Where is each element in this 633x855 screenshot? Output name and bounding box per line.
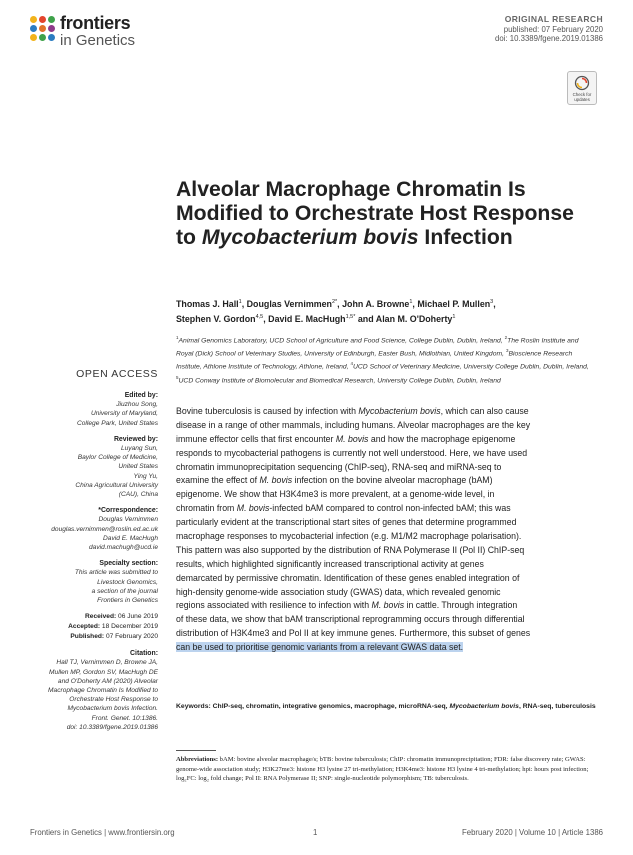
abstract-line — [176, 488, 603, 502]
abstract-italic: M. bovis — [371, 600, 405, 611]
abstract-text: , which can also cause — [440, 406, 529, 416]
logo-dot — [48, 25, 55, 32]
abstract-text: epigenome. We show that H3K4me3 is more prevalent, at a genome-wide level, in — [176, 489, 495, 500]
page-number: 1 — [313, 828, 318, 837]
date-label: Received: — [85, 613, 117, 621]
abstract-text: and how the macrophage epigenome — [368, 433, 516, 444]
author-affiliation-sup: 4,5 — [255, 313, 264, 320]
citation — [30, 649, 158, 732]
published-date: published: 07 February 2020 — [503, 24, 603, 34]
author-separator: , — [412, 298, 415, 309]
abstract-text: infection on the bovine alveolar macrophage (bAM) — [292, 475, 493, 486]
date-value: 07 February 2020 — [105, 633, 158, 641]
abstract-text: chromatin immunoprecipitation sequencing (ChIP-seq), RNA-seq and miRNA-seq to — [176, 461, 502, 472]
title-part-2: Infection — [418, 226, 513, 249]
author-affiliation-sup: 1 — [409, 299, 413, 305]
citation-line: doi: 10.3389/fgene.2019.01386 — [66, 723, 158, 731]
reviewer-line: China Agricultural University — [75, 481, 158, 489]
author-separator: , — [493, 298, 496, 309]
abstract-line — [176, 433, 603, 447]
citation-line: Mycobacterium bovis Infection. — [67, 705, 158, 713]
author-name[interactable]: David E. MacHugh — [268, 313, 346, 324]
abstract-line — [176, 544, 603, 558]
check-updates-icon — [574, 75, 590, 91]
author-affiliation-sup: 2* — [331, 299, 338, 305]
keywords-text-1: ChIP-seq, chromatin, integrative genomics, macrophage, microRNA-seq, — [212, 703, 450, 710]
author-separator: , — [337, 298, 340, 309]
abstract-text: immune effector cells that first encounter — [176, 433, 336, 444]
editor-line: College Park, United States — [77, 419, 158, 427]
logo-dot — [48, 34, 55, 41]
specialty-section — [30, 559, 158, 605]
keywords-text-2: , RNA-seq, tuberculosis — [518, 703, 596, 710]
date-value: 18 December 2019 — [101, 623, 158, 631]
logo-brand: frontiers — [60, 13, 131, 33]
abstract-line — [176, 599, 603, 613]
check-for-updates-button[interactable] — [567, 71, 597, 105]
correspondence-email[interactable]: david.machugh@ucd.ie — [88, 544, 158, 552]
abstract-text: can be used to prioritise genomic variants from a relevant GWAS data set. — [176, 642, 464, 653]
reviewer-line: Baylor College of Medicine, — [77, 454, 158, 462]
abstract-text: -infected bAM compared to control non-infected bAM; this was — [269, 503, 511, 514]
logo-dot — [39, 25, 46, 32]
editor-line: University of Maryland, — [90, 410, 158, 418]
author-separator: , — [241, 298, 245, 309]
affiliation-text: UCD School of Veterinary Medicine, University College Dublin, Dublin, Ireland, — [352, 363, 589, 371]
author-affiliation-sup: 1 — [452, 313, 456, 320]
affiliation-sup: 3 — [505, 348, 509, 354]
abstract-line — [176, 405, 603, 419]
logo-dot — [48, 16, 55, 23]
abstract-text: high-density genome-wide association study (GWAS) data, which revealed genomic — [176, 586, 501, 597]
abstract-text: results, which highlighted significantly increased transcriptional activity at genes — [176, 558, 484, 569]
correspondence-name: Douglas Vernimmen — [98, 516, 158, 524]
date-row — [30, 632, 158, 642]
abstract-text: distribution of H3K4me3 and Pol II at key immune genes. Furthermore, this subset of genes — [176, 628, 531, 639]
author-list — [176, 296, 606, 326]
abstract-italic: M. bovis — [259, 475, 293, 486]
abstract-text: examine the effect of — [176, 475, 260, 486]
keywords-label: Keywords: — [176, 703, 213, 710]
abstract-line — [176, 613, 603, 627]
logo-dot — [30, 34, 37, 41]
abstract-line — [176, 572, 603, 586]
abstract — [176, 405, 603, 655]
date-value: 06 June 2019 — [118, 613, 158, 621]
specialty-line: Livestock Genomics, — [97, 578, 158, 586]
abbreviations-label: Abbreviations: — [176, 756, 219, 763]
author-name[interactable]: Thomas J. Hall — [176, 298, 239, 309]
article-title — [176, 178, 576, 250]
citation-line: Hall TJ, Vernimmen D, Browne JA, — [56, 659, 158, 667]
affiliations — [176, 333, 596, 386]
correspondence-name: David E. MacHugh — [103, 534, 158, 542]
author-name[interactable]: Douglas Vernimmen — [246, 298, 332, 309]
abstract-line — [176, 502, 603, 516]
date-label: Published: — [70, 633, 105, 641]
title-italic: Mycobacterium bovis — [201, 226, 419, 249]
specialty-line: Frontiers in Genetics — [97, 597, 158, 605]
journal-logo[interactable] — [30, 14, 135, 48]
affiliation-sup: 5 — [176, 374, 179, 380]
abstract-text: chromatin from — [176, 503, 237, 514]
keywords — [176, 702, 606, 713]
citation-line: Front. Genet. 10:1386. — [91, 714, 158, 722]
abstract-text: in cattle. Through integration — [404, 600, 518, 611]
specialty-line: a section of the journal — [91, 587, 158, 595]
affiliation-sup: 4 — [350, 361, 353, 367]
author-name[interactable]: Alan M. O'Doherty — [375, 313, 453, 324]
article-info-sidebar — [30, 391, 158, 739]
abbreviations-text: bAM: bovine alveolar macrophage/s; bTB: bovine tuberculosis; ChIP: chromatin immunoprecipitation; FDR: false discovery rate; GWAS: genome-wide association study; H3K27me3: histone H3 lysine 27 tri-methylation; H3K4me3: histone H3 lysine 4 tri-methylation; hpi: hours post infection; log₂FC: log₂ fold change; Pol II: RNA Polymerase II; SNP: single-nucleotide polymorphism; TB: tuberculosis. — [176, 756, 589, 783]
abstract-line — [176, 586, 603, 600]
author-affiliation-sup: 1,5* — [345, 313, 356, 320]
reviewer-line: United States — [118, 463, 158, 471]
author-separator: , — [263, 313, 266, 324]
logo-dot — [30, 16, 37, 23]
abstract-italic: M. bovis — [335, 433, 369, 444]
specialty-label: Specialty section: — [99, 560, 158, 568]
abstract-line — [176, 641, 603, 655]
abstract-italic: M. bovis — [236, 503, 270, 514]
reviewer-line: Ying Yu, — [133, 472, 158, 480]
footnote-rule — [176, 750, 216, 751]
reviewed-by-label: Reviewed by: — [113, 435, 158, 443]
correspondence — [30, 506, 158, 552]
author-affiliation-sup: 1 — [238, 299, 242, 305]
doi-link[interactable]: doi: 10.3389/fgene.2019.01386 — [495, 34, 603, 44]
citation-label: Citation: — [130, 650, 158, 658]
logo-dot — [39, 16, 46, 23]
abstract-text: particularly evident at the transcriptional start sites of genes that determine programmed — [176, 517, 517, 528]
abstract-line — [176, 461, 603, 475]
abstract-line — [176, 516, 603, 530]
open-access-label: OPEN ACCESS — [76, 368, 158, 380]
specialty-line: This article was submitted to — [74, 569, 158, 577]
title-part-1: Alveolar Macrophage Chromatin Is Modified to Orchestrate Host Response to — [176, 178, 574, 249]
abstract-line — [176, 474, 603, 488]
abstract-text: disease in a range of other mammals, including humans. Alveolar macrophages are the key — [176, 419, 531, 430]
logo-dot — [39, 34, 46, 41]
abbreviations — [176, 755, 606, 784]
abstract-text: This pattern was also supported by the distribution of RNA Polymerase II (Pol II) ChIP-seq — [176, 544, 525, 555]
article-meta — [495, 14, 603, 44]
citation-line: Orchestrate Host Response to — [69, 696, 158, 704]
date-row — [30, 612, 158, 622]
edited-by-label: Edited by: — [124, 392, 158, 399]
logo-dot — [30, 25, 37, 32]
author-affiliation-sup: 3 — [490, 299, 494, 305]
abstract-text: regions associated with resilience to infection with — [176, 600, 372, 611]
abstract-text: responds to mycobacterial pathogens is currently not well understood. Here, we have used — [176, 447, 528, 458]
footer-volume-info: February 2020 | Volume 10 | Article 1386 — [461, 828, 603, 837]
citation-line: Mullen MP, Gordon SV, MacHugh DE — [49, 668, 158, 676]
abstract-line — [176, 627, 603, 641]
citation-line: Macrophage Chromatin Is Modified to — [48, 687, 158, 695]
edited-by — [30, 391, 158, 428]
editor-line: Jiuzhou Song, — [116, 401, 158, 409]
affiliation-text: The Roslin Institute and Royal (Dick) School of Veterinary Studies, University of Edinburgh, Easter Bush, Midlothian, United Kingdom, — [176, 337, 579, 358]
logo-journal: in Genetics — [60, 32, 136, 49]
abstract-line — [176, 558, 603, 572]
affiliation-sup: 1 — [176, 335, 179, 340]
abstract-text: Bovine tuberculosis is caused by infection with — [176, 406, 359, 416]
reviewer-line: Luyang Sun, — [120, 445, 158, 453]
author-name[interactable]: John A. Browne — [342, 298, 410, 309]
frontiers-logo-icon — [30, 16, 56, 42]
author-and: and — [357, 313, 374, 324]
article-type: ORIGINAL RESEARCH — [504, 14, 603, 24]
abstract-text: demarcated by permissive chromatin. Identification of these genes enabled integration of — [176, 572, 520, 583]
affiliation-text: Animal Genomics Laboratory, UCD School of Agriculture and Food Science, College Dublin, Dublin, Ireland, — [178, 337, 505, 345]
affiliation-sup: 2 — [504, 335, 508, 340]
abstract-italic: Mycobacterium bovis — [358, 406, 441, 416]
author-line-1 — [176, 296, 606, 311]
date-row — [30, 622, 158, 632]
correspondence-label: *Correspondence: — [98, 507, 158, 515]
abstract-text: of these data, we show that bAM transcriptional reprogramming occurs through differential — [176, 614, 525, 625]
keywords-italic: Mycobacterium bovis — [449, 703, 519, 710]
article-dates — [30, 612, 158, 642]
author-name[interactable]: Michael P. Mullen — [417, 298, 491, 309]
abstract-line — [176, 447, 603, 461]
citation-line: and O'Doherty AM (2020) Alveolar — [57, 677, 158, 685]
reviewed-by — [30, 435, 158, 499]
author-name[interactable]: Stephen V. Gordon — [176, 313, 256, 324]
affiliation-text: Bioscience Research Institute, Athlone Institute of Technology, Athlone, Ireland, — [176, 350, 573, 371]
correspondence-email[interactable]: douglas.vernimmen@roslin.ed.ac.uk — [51, 525, 158, 533]
abstract-text: macrophage responses to mycobacterial infection (e.g. M1/M2 macrophage polarisation). — [176, 531, 522, 542]
abstract-line — [176, 419, 603, 433]
reviewer-line: (CAU), China — [118, 491, 158, 499]
author-line-2 — [176, 311, 606, 326]
check-updates-label: Check for updates — [572, 92, 592, 102]
footer-journal-link[interactable]: Frontiers in Genetics | www.frontiersin.org — [30, 828, 175, 837]
affiliation-text: UCD Conway Institute of Biomolecular and Biomedical Research, University College Dublin, Dublin, Ireland — [178, 376, 501, 384]
date-label: Accepted: — [68, 623, 101, 631]
abstract-line — [176, 530, 603, 544]
